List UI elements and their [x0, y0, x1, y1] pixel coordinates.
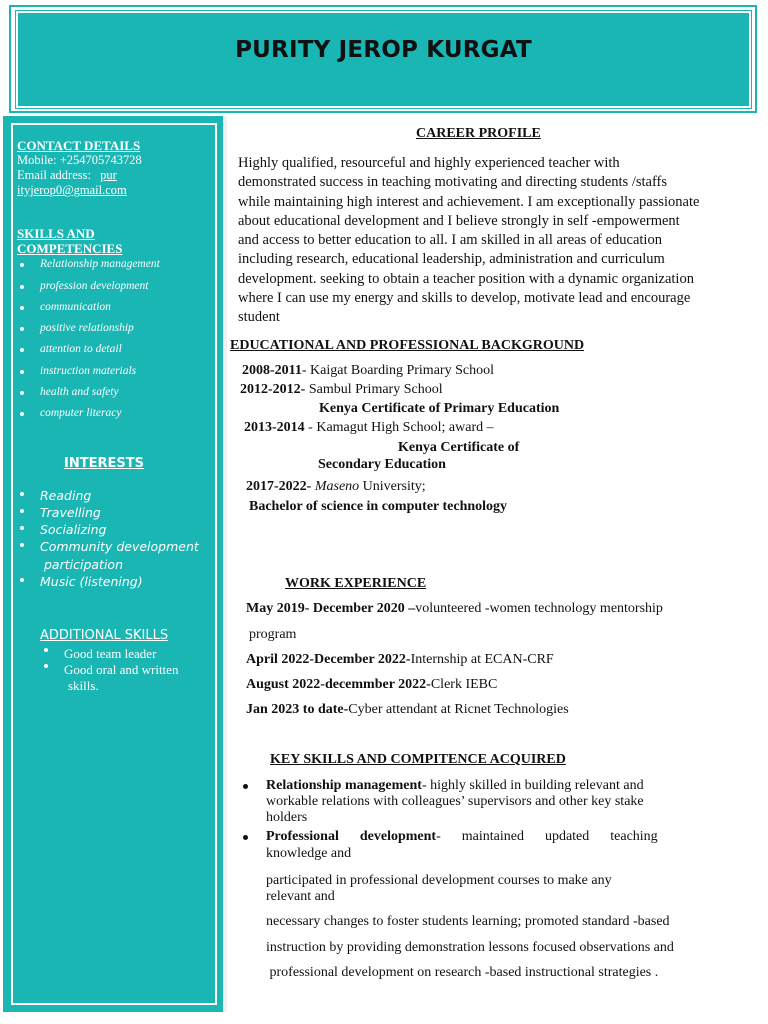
bullet-icon — [20, 509, 24, 513]
bullet-icon — [243, 784, 248, 789]
career-line: where I can use my energy and skills to develop, motivate lead and encourage — [238, 290, 691, 307]
key-skill-text: - maintained updated teaching — [436, 829, 658, 844]
key-skill-line: knowledge and — [266, 846, 352, 861]
work-date: Jan 2023 to date- — [246, 702, 349, 717]
key-skill-line: instruction by providing demonstration lessons focused observations and — [266, 940, 674, 955]
education-year: 2012-2012- — [240, 382, 306, 397]
education-school: - Kaigat Boarding Primary School — [301, 363, 494, 378]
work-experience-heading: WORK EXPERIENCE — [285, 576, 427, 591]
interests-heading: INTERESTS — [64, 456, 144, 471]
education-year: 2013-2014 — [244, 420, 305, 435]
skill-item: positive relationship — [40, 322, 134, 334]
career-line: while maintaining high interest and achievement. I am exceptionally passionate — [238, 193, 700, 210]
key-skill-line — [266, 829, 658, 845]
education-entry — [240, 382, 443, 398]
contact-mobile: Mobile: +254705743728 — [17, 153, 142, 167]
bullet-icon — [20, 285, 24, 289]
work-role-continuation: program — [249, 627, 297, 642]
interest-item: Community development — [40, 539, 199, 554]
skill-item: profession development — [40, 280, 149, 292]
skill-item: instruction materials — [40, 365, 137, 377]
bullet-icon — [20, 306, 24, 310]
education-entry — [244, 420, 494, 436]
bullet-icon — [243, 835, 248, 840]
key-skill-title: Relationship management — [266, 778, 422, 793]
skill-item: attention to detail — [40, 343, 122, 355]
contact-heading: CONTACT DETAILS — [17, 138, 141, 153]
career-line: including research, educational leadership, administration and curriculum — [238, 251, 665, 268]
interest-continuation: participation — [44, 557, 123, 572]
education-award: Secondary Education — [318, 457, 446, 472]
additional-skill-continuation: skills. — [68, 678, 99, 693]
bullet-icon — [20, 391, 24, 395]
education-year: 2008-2011 — [242, 363, 302, 378]
education-entry — [242, 363, 494, 379]
interest-item: Reading — [40, 488, 92, 503]
skills-heading-line1: SKILLS AND — [17, 226, 95, 241]
work-entry — [246, 601, 663, 617]
interest-item: Socializing — [40, 522, 107, 537]
sidebar-shadow — [223, 116, 227, 1012]
header-banner — [16, 11, 751, 108]
skill-item: computer literacy — [40, 407, 122, 419]
bullet-icon — [20, 327, 24, 331]
bullet-icon — [20, 263, 24, 267]
work-role: volunteered -women technology mentorship — [415, 601, 663, 616]
skill-item: communication — [40, 301, 111, 313]
work-date: April 2022-December 2022- — [246, 652, 411, 667]
education-heading: EDUCATIONAL AND PROFESSIONAL BACKGROUND — [230, 338, 585, 353]
contact-email-row — [17, 168, 117, 184]
work-date: May 2019- December 2020 – — [246, 601, 416, 616]
career-line: demonstrated success in teaching motivating and directing students /staffs — [238, 174, 667, 191]
career-line: about educational development and I believe strongly in self -empowerment — [238, 212, 680, 229]
education-year: 2017-2022- — [246, 479, 312, 494]
education-school: - Kamagut High School; award – — [304, 420, 494, 435]
bullet-icon — [44, 648, 48, 652]
bullet-icon — [20, 543, 24, 547]
bullet-icon — [20, 578, 24, 582]
work-role: Cyber attendant at Ricnet Technologies — [348, 702, 569, 717]
email-label: Email address: — [17, 168, 91, 182]
skill-item: health and safety — [40, 386, 119, 398]
education-school-suffix: University; — [359, 479, 426, 494]
education-school: Maseno — [311, 479, 360, 494]
work-role: Clerk IEBC — [430, 677, 498, 692]
email-link-part2[interactable]: ityjerop0@gmail.com — [17, 183, 127, 197]
work-date: August 2022-decemmber 2022- — [246, 677, 431, 692]
key-skill-line: holders — [266, 810, 308, 825]
work-entry — [246, 677, 497, 693]
bullet-icon — [20, 526, 24, 530]
career-line: development. seeking to obtain a teacher position with a dynamic organization — [238, 270, 694, 287]
bullet-icon — [44, 664, 48, 668]
key-skill-line: necessary changes to foster students learning; promoted standard -based — [266, 914, 670, 929]
career-profile-text — [238, 154, 699, 328]
additional-skill-item: Good oral and written — [64, 662, 179, 677]
key-skills-heading: KEY SKILLS AND COMPITENCE ACQUIRED — [270, 752, 566, 767]
key-skill-text: - highly skilled in building relevant and — [421, 778, 644, 793]
work-entry — [246, 652, 554, 668]
education-award: Kenya Certificate of Primary Education — [319, 401, 560, 416]
career-line: Highly qualified, resourceful and highly experienced teacher with — [238, 155, 620, 171]
bullet-icon — [20, 492, 24, 496]
bullet-icon — [20, 348, 24, 352]
email-link-part1[interactable]: pur — [100, 168, 117, 182]
education-school: Sambul Primary School — [305, 382, 443, 397]
key-skill-line: participated in professional development courses to make any — [266, 873, 612, 888]
key-skill-line — [266, 778, 644, 794]
page-title: PURITY JEROP KURGAT — [235, 37, 532, 63]
bullet-icon — [20, 370, 24, 374]
skills-heading-line2: COMPETENCIES — [17, 241, 123, 256]
additional-skills-heading: ADDITIONAL SKILLS — [40, 628, 169, 643]
work-role: Internship at ECAN-CRF — [410, 652, 554, 667]
education-award: Bachelor of science in computer technology — [249, 499, 508, 514]
education-entry — [246, 479, 426, 495]
additional-skill-item: Good team leader — [64, 646, 157, 661]
key-skill-line: professional development on research -based instructional strategies . — [266, 965, 659, 980]
interest-item: Travelling — [40, 505, 101, 520]
skill-item: Relationship management — [40, 258, 160, 270]
work-entry — [246, 702, 569, 718]
career-profile-heading: CAREER PROFILE — [416, 126, 541, 141]
career-line: student — [238, 309, 280, 326]
key-skill-line: relevant and — [266, 889, 335, 904]
key-skill-line: workable relations with colleagues’ supervisors and other key stake — [266, 794, 644, 809]
education-award: Kenya Certificate of — [398, 440, 520, 455]
key-skill-title: Professional development — [266, 829, 437, 844]
interest-item: Music (listening) — [40, 574, 143, 589]
career-line: and access to better education to all. I am skilled in all areas of education — [238, 232, 662, 249]
bullet-icon — [20, 412, 24, 416]
